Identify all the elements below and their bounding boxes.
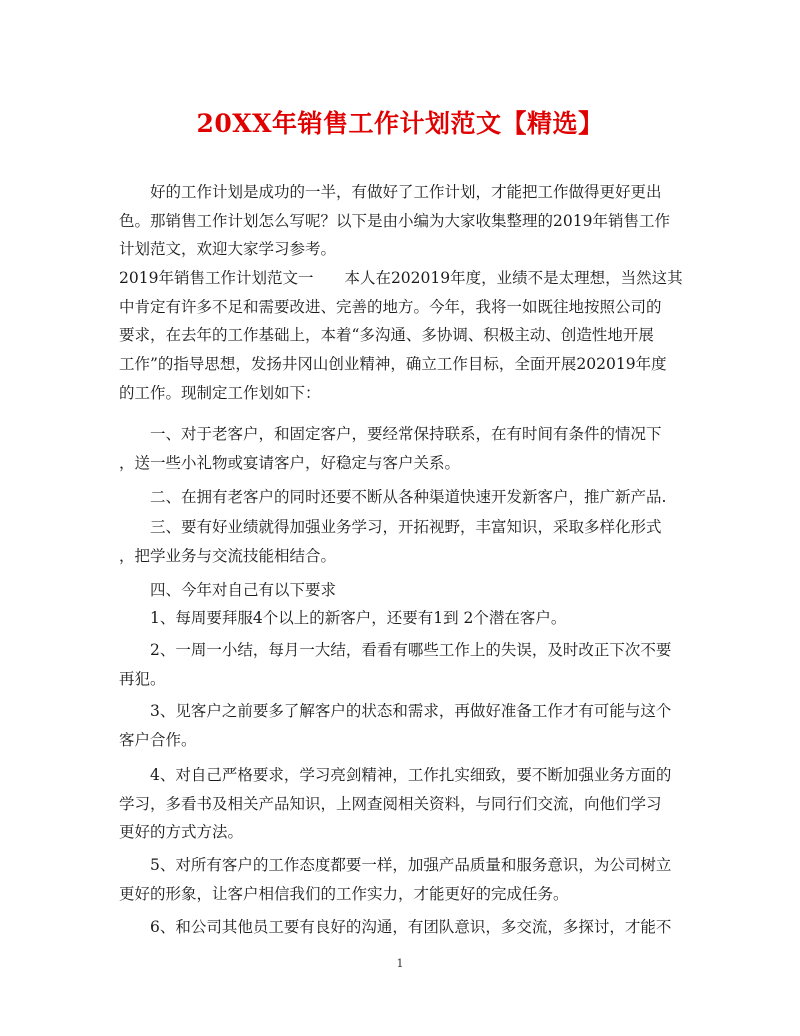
body-line: 3、见客户之前要多了解客户的状态和需求，再做好准备工作才有可能与这个 — [119, 702, 672, 720]
body-line: 的工作。现制定工作划如下： — [119, 384, 321, 402]
body-line: ，把学业务与交流技能相结合。 — [119, 547, 337, 565]
body-line: 二、在拥有老客户的同时还要不断从各种渠道快速开发新客户，推广新产品. — [119, 488, 667, 506]
body-line: 一、对于老客户，和固定客户，要经常保持联系，在有时间有条件的情况下 — [119, 425, 662, 443]
body-line: 更好的形象，让客户相信我们的工作实力，才能更好的完成任务。 — [119, 885, 569, 903]
body-line: 客户合作。 — [119, 731, 197, 749]
body-line: 2、一周一小结，每月一大结，看看有哪些工作上的失误，及时改正下次不要 — [119, 641, 672, 659]
page-number: 1 — [396, 957, 404, 970]
body-line: 好的工作计划是成功的一半，有做好了工作计划，才能把工作做得更好更出 — [119, 183, 662, 201]
body-line: 要求，在去年的工作基础上，本着“多沟通、多协调、积极主动、创造性地开展 — [119, 326, 654, 344]
body-line: 1、每周要拜服4个以上的新客户，还要有1到 2个潜在客户。 — [119, 609, 567, 627]
body-line: 4、对自己严格要求，学习亮剑精神，工作扎实细致，要不断加强业务方面的 — [119, 766, 672, 784]
body-line: 四、今年对自己有以下要求 — [119, 581, 337, 599]
body-line: 色。那销售工作计划怎么写呢？以下是由小编为大家收集整理的2019年销售工作 — [119, 212, 670, 230]
document-title: 20XX年销售工作计划范文【精选】 — [196, 109, 604, 138]
body-line: 学习，多看书及相关产品知识，上网查阅相关资料，与同行们交流，向他们学习 — [119, 795, 662, 813]
body-line: 更好的方式方法。 — [119, 823, 244, 841]
body-line: 再犯。 — [119, 670, 166, 688]
body-line: 工作”的指导思想，发扬井冈山创业精神，确立工作目标，全面开展202019年度 — [119, 355, 667, 373]
body-line: 5、对所有客户的工作态度都要一样，加强产品质量和服务意识，为公司树立 — [119, 856, 672, 874]
body-line: 6、和公司其他员工要有良好的沟通，有团队意识，多交流，多探讨，才能不 — [119, 918, 672, 936]
body-line: 中肯定有许多不足和需要改进、完善的地方。今年，我将一如既往地按照公司的 — [119, 298, 662, 316]
body-line: 三、要有好业绩就得加强业务学习，开拓视野，丰富知识，采取多样化形式 — [119, 518, 662, 536]
body-line: ，送一些小礼物或宴请客户，好稳定与客户关系。 — [119, 454, 461, 472]
body-line: 计划范文，欢迎大家学习参考。 — [119, 240, 337, 258]
body-line: 2019年销售工作计划范文一 本人在202019年度，业绩不是太理想，当然这其 — [119, 269, 683, 287]
